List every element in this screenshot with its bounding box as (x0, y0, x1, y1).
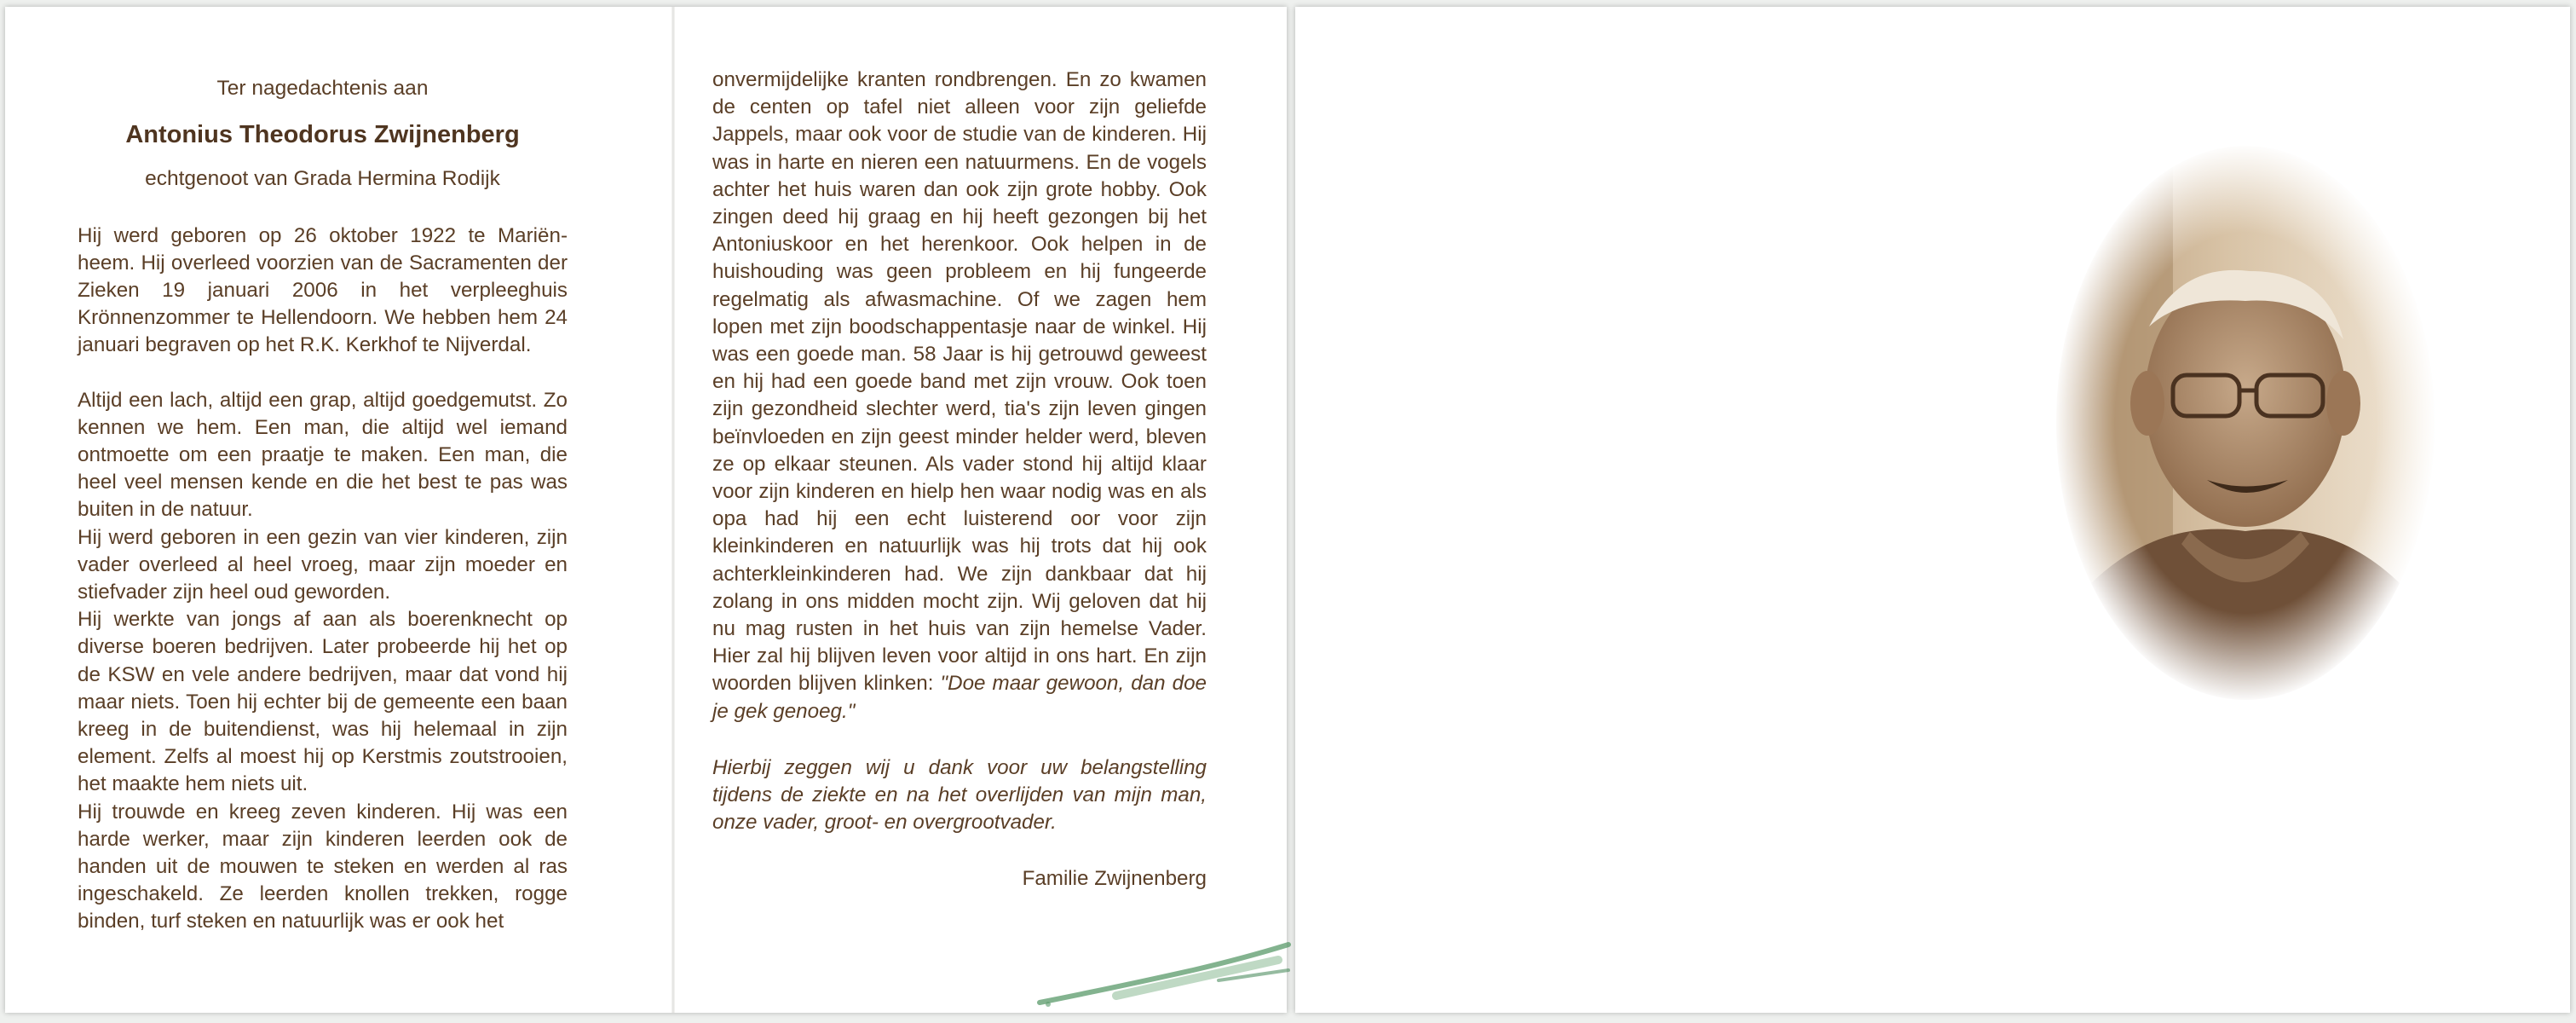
spouse-line: echtgenoot van Grada Hermina Rodijk (145, 167, 500, 191)
paragraph-character: Altijd een lach, altijd een grap, altijd goedgemutst. Zo kennen we hem. Een man, die altijd wel iemand ontmoette om een praatje te maken. Een man, die heel veel mensen kende en die het best te pas was buiten in de natuur. (78, 388, 568, 522)
paragraph-children: Hij trouwde en kreeg zeven kinderen. Hij was een harde werker, maar zijn kinderen leerden ook de handen uit de mouwen te steken en werden al ras ingeschakeld. Ze leerden knollen trekken, rogge binden, turf steken en natuurlijk was er ook het (78, 800, 568, 933)
deceased-name: Antonius Theodorus Zwijnenberg (125, 121, 520, 149)
paragraph-work: Hij werkte van jongs af aan als boerenknecht op diverse boeren bedrijven. Later probeerde hij het op de KSW en vele andere bedrijven, maar dat vond hij maar niets. Toen hij echter bij de gemeente een baan kreeg in de buitendienst, was hij helemaal in zijn element. Zelfs al moest hij op Kerstmis zoutstrooien, het maakte hem niets uit. (78, 608, 568, 796)
paragraph-continuation (712, 66, 1207, 725)
family-signature: Familie Zwijnenberg (1022, 867, 1207, 891)
continuation-text: onvermijdelijke kranten rondbrengen. En zo kwamen de centen op tafel niet alleen voor zijn geliefde Jappels, maar ook voor de studie van de kinderen. Hij was in harte en nieren een natuurmens. En de vogels achter het huis waren dan ook zijn grote hobby. Ook zingen deed hij graag en hij heeft gezongen bij het Antoniuskoor en het herenkoor. Ook helpen in de huishouding was geen probleem en hij fungeerde regelmatig als afwasmachine. Of we zagen hem lopen met zijn boodschappentasje naar de winkel. Hij was een goede man. 58 Jaar is hij getrouwd geweest en hij had een goede band met zijn vrouw. Ook toen zijn gezondheid slechter werd, tia's zijn leven gingen beïnvloeden en zijn geest minder helder werd, bleven ze op elkaar steunen. Als vader stond hij altijd klaar voor zijn kinderen en hielp hen waar nodig was en als opa had hij een echt luisterend oor voor zijn kleinkinderen en natuurlijk was hij trots dat hij ook achterkleinkinderen had. We zijn dankbaar dat hij zolang in ons midden mocht zijn. Wij geloven dat hij nu mag rusten in het huis van zijn hemelse Vader. Hier zal hij blijven leven voor altijd in ons hart. En zijn woorden blijven klinken: (712, 68, 1207, 696)
text-column-right (712, 66, 1207, 893)
paragraph-family: Hij werd geboren in een gezin van vier kinderen, zijn vader overleed al heel vroeg, maar zijn moeder en stiefvader zijn heel oud geworden. (78, 525, 568, 604)
portrait-photo (2054, 143, 2437, 702)
thanks-text: Hierbij zeggen wij u dank voor uw belangstelling tijdens de ziekte en na het overlijden van mijn man, onze vader, groot- en overgrootvader. (712, 755, 1207, 835)
paragraph-birth-death: Hij werd geboren op 26 oktober 1922 te Mariën-heem. Hij overleed voorzien van de Sacramenten der Zieken 19 januari 2006 in het verpleeghuis Krönnenzommer te Hellendoorn. We hebben hem 24 januari begraven op het R.K. Kerkhof te Nijverdal. (78, 223, 568, 357)
text-column-left (78, 66, 568, 936)
intro-line: Ter nagedachtenis aan (216, 77, 429, 100)
sepia-portrait-icon (2054, 143, 2437, 702)
fold-line (671, 7, 675, 1013)
green-brush-stroke-icon (1023, 936, 1295, 1013)
card-inside-spread (5, 7, 1287, 1013)
quote-text: "Doe maar gewoon, dan doe je gek genoeg." (712, 672, 1207, 723)
